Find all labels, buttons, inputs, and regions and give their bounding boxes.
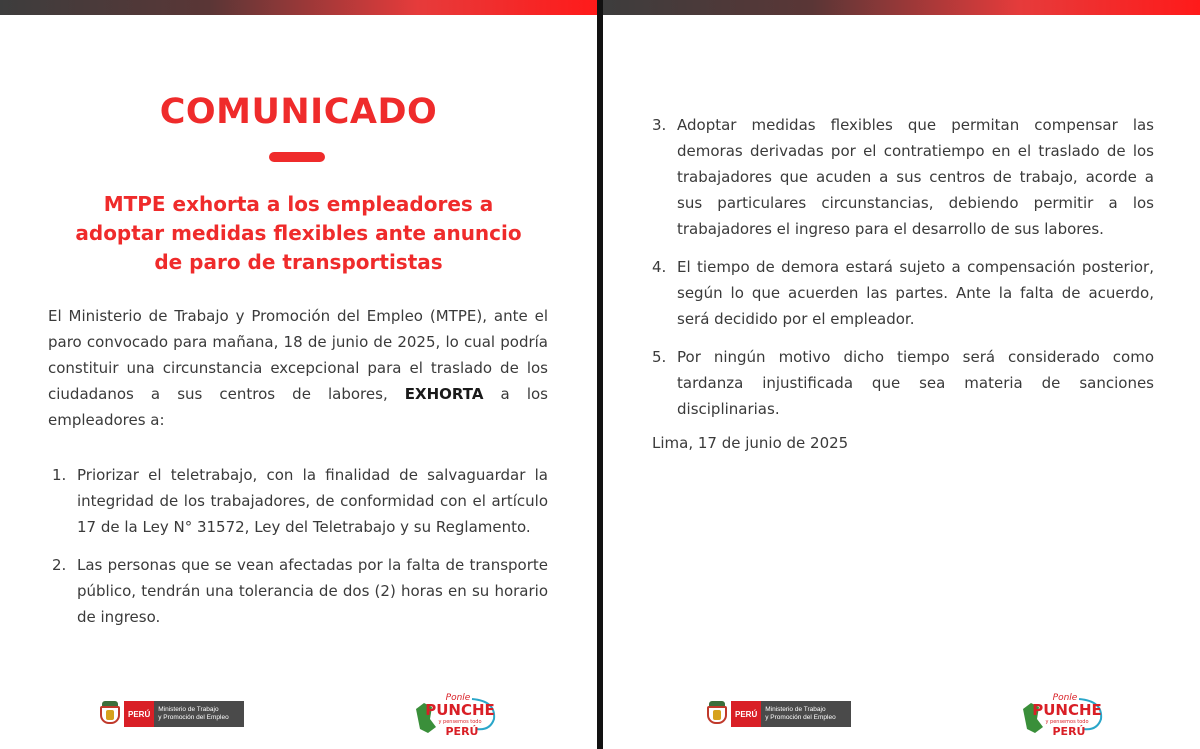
list-item-number: 4. xyxy=(652,258,667,276)
list-item-number: 1. xyxy=(52,466,67,484)
coat-of-arms-icon xyxy=(99,701,121,727)
ministry-line-2: y Promoción del Empleo xyxy=(158,714,229,721)
list-item-text: Adoptar medidas flexibles que permitan compensar las demoras derivadas por el contratiempo en el traslado de los trabajadores que acuden a sus centros de trabajo, acorde a sus particulares circunstancias, debiendo permitir a los trabajadores el ingreso para el desarrollo de sus labores. xyxy=(677,116,1154,238)
peru-label: PERÚ xyxy=(731,701,761,727)
punche-tagline: y pensemos todo xyxy=(1045,719,1089,725)
intro-bold-word: EXHORTA xyxy=(404,385,484,403)
ministry-name xyxy=(154,701,244,727)
peru-label: PERÚ xyxy=(124,701,154,727)
top-gradient-bar xyxy=(603,0,1200,15)
list-item-number: 3. xyxy=(652,116,667,134)
dateline: Lima, 17 de junio de 2025 xyxy=(652,434,849,452)
punche-word-1: Ponle xyxy=(1052,693,1078,703)
list-item-text: Por ningún motivo dicho tiempo será considerado como tardanza injustificada que sea materia de sanciones disciplinarias. xyxy=(677,348,1154,418)
punche-word-3: PERÚ xyxy=(1052,725,1086,738)
ministry-line-1: Ministerio de Trabajo xyxy=(158,706,219,713)
subtitle-line-2: adoptar medidas flexibles ante anuncio xyxy=(75,221,522,245)
ministry-line-2: y Promoción del Empleo xyxy=(765,714,836,721)
measures-list-right xyxy=(652,112,1154,434)
punche-word-2: PUNCHE xyxy=(425,701,495,719)
intro-text-after: a los empleadores a: xyxy=(48,385,548,429)
list-item xyxy=(52,462,548,540)
list-item-number: 5. xyxy=(652,348,667,366)
page-title: COMUNICADO xyxy=(159,92,438,132)
list-item-text: Priorizar el teletrabajo, con la finalidad de salvaguardar la integridad de los trabajadores, de conformidad con el artículo 17 de la Ley N° 31572, Ley del Teletrabajo y su Reglamento. xyxy=(77,466,548,536)
subtitle-line-1: MTPE exhorta a los empleadores a xyxy=(103,192,494,216)
list-item xyxy=(652,112,1154,242)
intro-text-before: El Ministerio de Trabajo y Promoción del Empleo (MTPE), ante el paro convocado para mañana, 18 de junio de 2025, lo cual podría constituir una circunstancia excepcional para el traslado de los ciudadanos a sus centros de labores, xyxy=(48,307,548,403)
list-item xyxy=(52,552,548,630)
punche-word-2: PUNCHE xyxy=(1032,701,1102,719)
title-underline xyxy=(269,152,325,162)
ministry-line-1: Ministerio de Trabajo xyxy=(765,706,826,713)
subtitle xyxy=(60,190,537,277)
list-item-text: El tiempo de demora estará sujeto a compensación posterior, según lo que acuerden las partes. Ante la falta de acuerdo, será decidido por el empleador. xyxy=(677,258,1154,328)
punche-word-1: Ponle xyxy=(445,693,471,703)
subtitle-line-3: de paro de transportistas xyxy=(154,250,443,274)
measures-list-left xyxy=(52,462,548,642)
coat-of-arms-icon xyxy=(706,701,728,727)
list-item-text: Las personas que se vean afectadas por la falta de transporte público, tendrán una tolerancia de dos (2) horas en su horario de ingreso. xyxy=(77,556,548,626)
ministry-logo xyxy=(706,699,851,729)
ministry-name xyxy=(761,701,851,727)
ministry-logo xyxy=(99,699,244,729)
list-item-number: 2. xyxy=(52,556,67,574)
intro-paragraph xyxy=(48,303,548,433)
list-item xyxy=(652,254,1154,332)
ponle-punche-logo xyxy=(410,689,502,741)
list-item xyxy=(652,344,1154,422)
ponle-punche-logo xyxy=(1017,689,1109,741)
top-gradient-bar xyxy=(0,0,597,15)
punche-tagline: y pensemos todo xyxy=(438,719,482,725)
punche-word-3: PERÚ xyxy=(445,725,479,738)
